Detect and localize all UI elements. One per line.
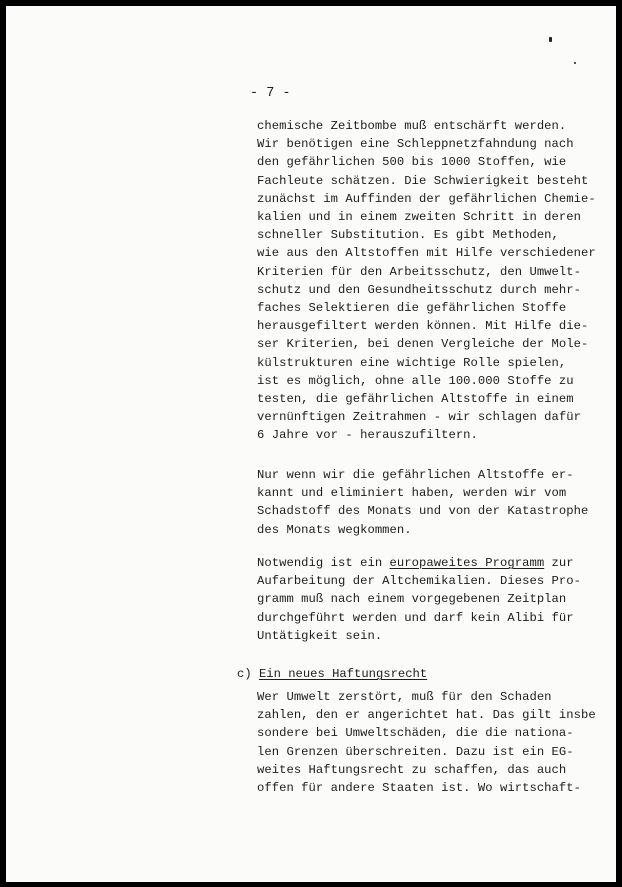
text-line: kannt und eliminiert haben, werden wir vom: [257, 486, 567, 501]
text-line: schutz und den Gesundheitsschutz durch mehr-: [257, 282, 582, 297]
text-line: Kriterien für den Arbeitsschutz, den Umwelt-: [257, 264, 582, 279]
text-line: Untätigkeit sein.: [257, 628, 383, 643]
text-line: Wer Umwelt zerstört, muß für den Schaden: [257, 690, 552, 704]
text-line: Schadstoff des Monats und von der Katastrophe: [257, 504, 589, 519]
text-line: zahlen, den er angerichtet hat. Das gilt insbe: [257, 708, 596, 723]
text-line: Aufarbeitung der Altchemikalien. Dieses Pro-: [257, 574, 582, 589]
text-line: ser Kriterien, bei denen Vergleiche der Mole-: [257, 337, 589, 352]
text-segment: Notwendig ist ein: [257, 556, 390, 570]
text-line: wie aus den Altstoffen mit Hilfe verschiedener: [257, 246, 596, 261]
text-line: 6 Jahre vor - herauszufiltern.: [257, 428, 478, 443]
underlined-phrase: europaweites Programm: [389, 556, 545, 570]
text-segment: zur: [544, 556, 574, 570]
text-line: ist es möglich, ohne alle 100.000 Stoffe zu: [257, 373, 574, 388]
text-line: külstrukturen eine wichtige Rolle spielen,: [257, 355, 567, 370]
text-line: chemische Zeitbombe muß entschärft werden.: [257, 119, 567, 133]
section-marker: c): [237, 667, 259, 681]
scan-speck: [574, 62, 576, 64]
text-line: vernünftigen Zeitrahmen - wir schlagen dafür: [257, 410, 582, 425]
text-line: des Monats wegkommen.: [257, 522, 412, 537]
text-line: herausgefiltert werden können. Mit Hilfe die-: [257, 319, 589, 334]
text-line: gramm muß nach einem vorgegebenen Zeitplan: [257, 592, 567, 607]
page-number: - 7 -: [250, 86, 291, 101]
paragraph-hazardous-substances: [257, 466, 588, 539]
paragraph-liability: [257, 688, 596, 797]
text-line: offen für andere Staaten ist. Wo wirtschaft-: [257, 781, 582, 796]
scan-speck: [549, 37, 552, 42]
text-line: Wir benötigen eine Schleppnetzfahndung nach: [257, 137, 574, 152]
text-line: sondere bei Umweltschäden, die die nationa-: [257, 726, 574, 741]
text-line: den gefährlichen 500 bis 1000 Stoffen, wie: [257, 155, 567, 170]
text-line: weites Haftungsrecht zu schaffen, das auch: [257, 762, 567, 777]
paragraph-chemical-time-bomb: [257, 117, 596, 445]
paragraph-european-programme: [257, 554, 581, 645]
text-line: schneller Substitution. Es gibt Methoden,: [257, 228, 559, 243]
text-line: faches Selektieren die gefährlichen Stoffe: [257, 301, 567, 316]
text-line: Fachleute schätzen. Die Schwierigkeit besteht: [257, 173, 589, 188]
text-line: Nur wenn wir die gefährlichen Altstoffe er-: [257, 468, 574, 482]
text-line: durchgeführt werden und darf kein Alibi für: [257, 610, 574, 625]
text-line: len Grenzen überschreiten. Dazu ist ein EG-: [257, 744, 574, 759]
section-heading-liability-law: [237, 665, 427, 683]
document-page: [6, 6, 616, 882]
text-line: testen, die gefährlichen Altstoffe in einem: [257, 392, 574, 407]
text-line: [257, 554, 581, 572]
text-line: kalien und in einem zweiten Schritt in deren: [257, 210, 582, 225]
text-line: zunächst im Auffinden der gefährlichen Chemie-: [257, 191, 596, 206]
section-title: Ein neues Haftungsrecht: [258, 667, 428, 681]
